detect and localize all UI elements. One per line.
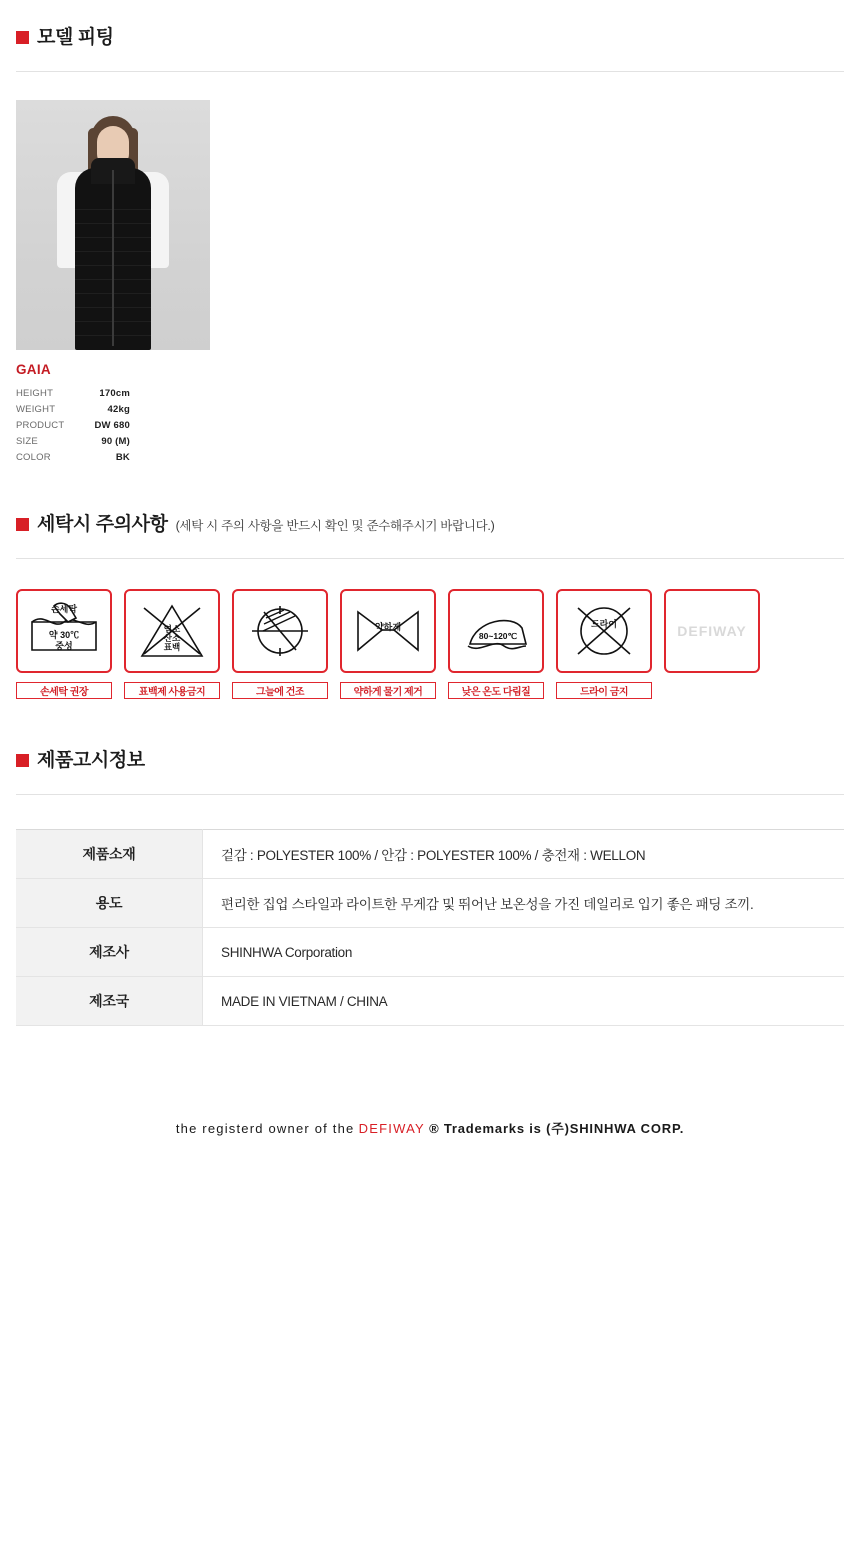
table-row [16, 433, 208, 449]
spec-value: DW 680 [94, 419, 130, 431]
info-label: 용도 [16, 879, 203, 928]
info-label: 제품소재 [16, 830, 203, 879]
table-row [16, 928, 844, 977]
divider [16, 558, 844, 559]
section-header-model-fitting [16, 0, 860, 49]
info-label: 제조국 [16, 977, 203, 1026]
model-name: GAIA [16, 362, 51, 377]
spec-value: 42kg [107, 403, 130, 415]
spec-key: WEIGHT [16, 403, 56, 415]
care-item [124, 589, 220, 699]
table-row [16, 417, 208, 433]
info-label: 제조사 [16, 928, 203, 977]
vest-zipper [112, 170, 114, 346]
spec-value: 170cm [99, 387, 130, 399]
care-item [556, 589, 652, 699]
dry-in-shade-icon [232, 589, 328, 673]
table-row [16, 830, 844, 879]
model-block [16, 100, 860, 465]
care-item [448, 589, 544, 699]
svg-text:약하게: 약하게 [374, 622, 402, 632]
table-row [16, 401, 208, 417]
info-value: SHINHWA Corporation [221, 944, 353, 960]
spec-key: HEIGHT [16, 387, 54, 399]
square-bullet-icon [16, 754, 29, 767]
care-item [340, 589, 436, 699]
divider [16, 71, 844, 72]
product-info-title: 제품고시정보 [37, 750, 145, 771]
svg-text:80~120℃: 80~120℃ [478, 631, 518, 641]
model-spec-table [16, 385, 208, 465]
divider [16, 794, 844, 795]
care-label: 낮은 온도 다림질 [448, 682, 544, 699]
care-item [232, 589, 328, 699]
care-item-brand [664, 589, 760, 699]
low-heat-iron-icon [448, 589, 544, 673]
care-symbol-row [16, 589, 860, 699]
info-value: 겉감 : POLYESTER 100% / 안감 : POLYESTER 100% / 충전재 : WELLON [221, 848, 646, 863]
spec-value: 90 (M) [101, 435, 130, 447]
trademark-footer [0, 1118, 860, 1137]
info-value: MADE IN VIETNAM / CHINA [221, 993, 388, 1009]
spec-value: BK [115, 451, 130, 463]
svg-text:드라이: 드라이 [590, 619, 618, 629]
svg-text:표백: 표백 [163, 642, 181, 652]
no-dry-clean-icon [556, 589, 652, 673]
table-row [16, 879, 844, 928]
square-bullet-icon [16, 31, 29, 44]
section-header-product-info [16, 699, 860, 772]
model-photo [16, 100, 210, 350]
care-label: 그늘에 건조 [232, 682, 328, 699]
care-label: 약하게 물기 제거 [340, 682, 436, 699]
spec-key: SIZE [16, 435, 38, 447]
spec-key: COLOR [16, 451, 51, 463]
svg-text:염소: 염소 [163, 624, 181, 634]
svg-text:손세탁: 손세탁 [50, 604, 78, 614]
hand-wash-icon [16, 589, 112, 673]
no-bleach-icon [124, 589, 220, 673]
section-header-wash-care [16, 465, 860, 536]
care-label: 손세탁 권장 [16, 682, 112, 699]
brand-watermark: DEFIWAY [664, 589, 760, 673]
care-label: 표백제 사용금지 [124, 682, 220, 699]
footer-pre-text: the registerd owner of the [175, 1121, 355, 1136]
gentle-wring-icon [340, 589, 436, 673]
spec-key: PRODUCT [16, 419, 65, 431]
svg-text:약 30℃: 약 30℃ [48, 630, 80, 640]
svg-text:산소: 산소 [163, 633, 181, 643]
product-info-table [16, 829, 844, 1026]
wash-care-title: 세탁시 주의사항 [37, 514, 168, 535]
table-row [16, 385, 208, 401]
wash-care-subtitle: (세탁 시 주의 사항을 반드시 확인 및 준수해주시기 바랍니다.) [175, 519, 495, 533]
footer-post-text: ® Trademarks is (주)SHINHWA CORP. [429, 1121, 685, 1136]
page-title: 모델 피팅 [37, 27, 114, 48]
svg-text:중성: 중성 [55, 641, 73, 651]
square-bullet-icon [16, 518, 29, 531]
table-row [16, 449, 208, 465]
care-label: 드라이 금지 [556, 682, 652, 699]
care-item [16, 589, 112, 699]
info-value: 편리한 집업 스타일과 라이트한 무게감 및 뛰어난 보온성을 가진 데일리로 입기 좋은 패딩 조끼. [221, 897, 754, 912]
table-row [16, 977, 844, 1026]
footer-brand: DEFIWAY [358, 1121, 425, 1136]
